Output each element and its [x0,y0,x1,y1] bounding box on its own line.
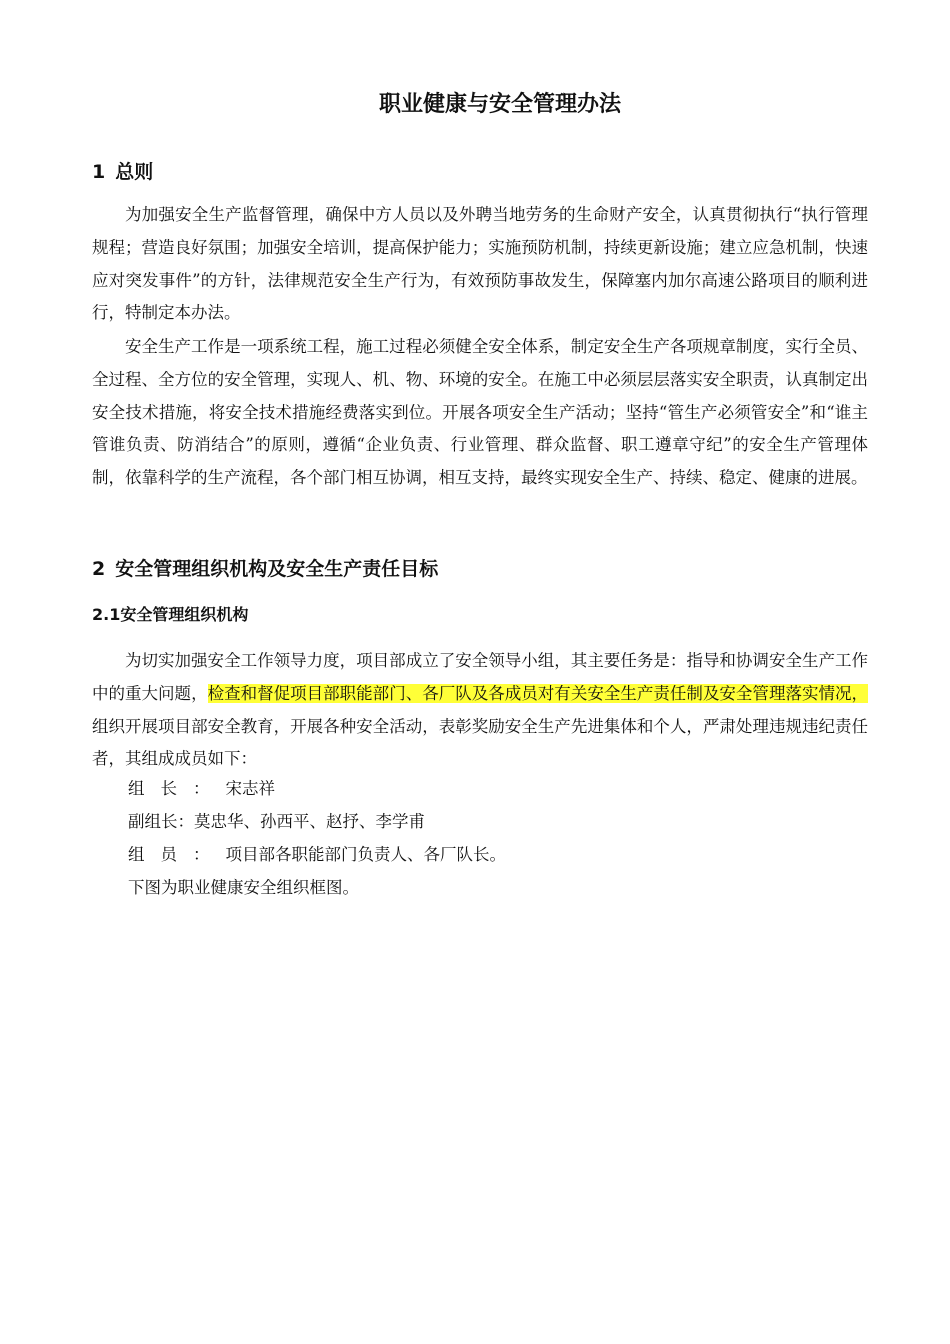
highlighted-text: 检查和督促项目部职能部门、各厂队及各成员对有关安全生产责任制及安全管理落实情况， [207,683,869,703]
paragraph-text: 为切实加强安全工作领导力度，项目部成立了安全领导小组，其主要任务是：指导和协调安全生产工作中的重大问题， [92,651,868,703]
member-label: 副组长： [128,812,194,831]
subsection-number: 2.1 [92,605,121,624]
closing-line: 下图为职业健康安全组织框图。 [128,878,359,897]
member-value: 项目部各职能部门负责人、各厂队长。 [225,845,506,864]
member-row-members [128,843,506,867]
subsection-2-1-heading [92,603,248,627]
member-label: 组员： [128,845,226,864]
member-value: 莫忠华、孙西平、赵抒、李学甫 [194,812,425,831]
subsection-2-1-paragraph [92,645,868,776]
member-row-leader [128,777,275,801]
section-number: 2 [92,558,106,580]
section-1-heading [92,158,153,186]
member-row-deputy [128,810,425,834]
section-title: 总则 [115,161,154,183]
subsection-title: 安全管理组织机构 [120,605,249,624]
section-number: 1 [92,161,106,183]
section-1-paragraph-1: 为加强安全生产监督管理，确保中方人员以及外聘当地劳务的生命财产安全，认真贯彻执行“执行管理规程；营造良好氛围；加强安全培训，提高保护能力；实施预防机制，持续更新设施；建立应急机制，快速应对突发事件”的方针，法律规范安全生产行为，有效预防事故发生，保障塞内加尔高速公路项目的顺利进行，特制定本办法。 [92,205,868,323]
section-2-heading [92,555,438,583]
section-title: 安全管理组织机构及安全生产责任目标 [115,558,439,580]
document-title: 职业健康与安全管理办法 [378,92,621,117]
member-value: 宋志祥 [225,779,275,798]
member-label: 组长： [128,779,226,798]
section-1-paragraph-2: 安全生产工作是一项系统工程，施工过程必须健全安全体系，制定安全生产各项规章制度，实行全员、全过程、全方位的安全管理，实现人、机、物、环境的安全。在施工中必须层层落实安全职责，认真制定出安全技术措施，将安全技术措施经费落实到位。开展各项安全生产活动；坚持“管生产必须管安全”和“谁主管谁负责、防消结合”的原则，遵循“企业负责、行业管理、群众监督、职工遵章守纪”的安全生产管理体制，依靠科学的生产流程，各个部门相互协调，相互支持，最终实现安全生产、持续、稳定、健康的进展。 [92,337,868,488]
paragraph-text: 组织开展项目部安全教育，开展各种安全活动，表彰奖励安全生产先进集体和个人，严肃处理违规违纪责任者，其组成成员如下： [92,716,868,769]
